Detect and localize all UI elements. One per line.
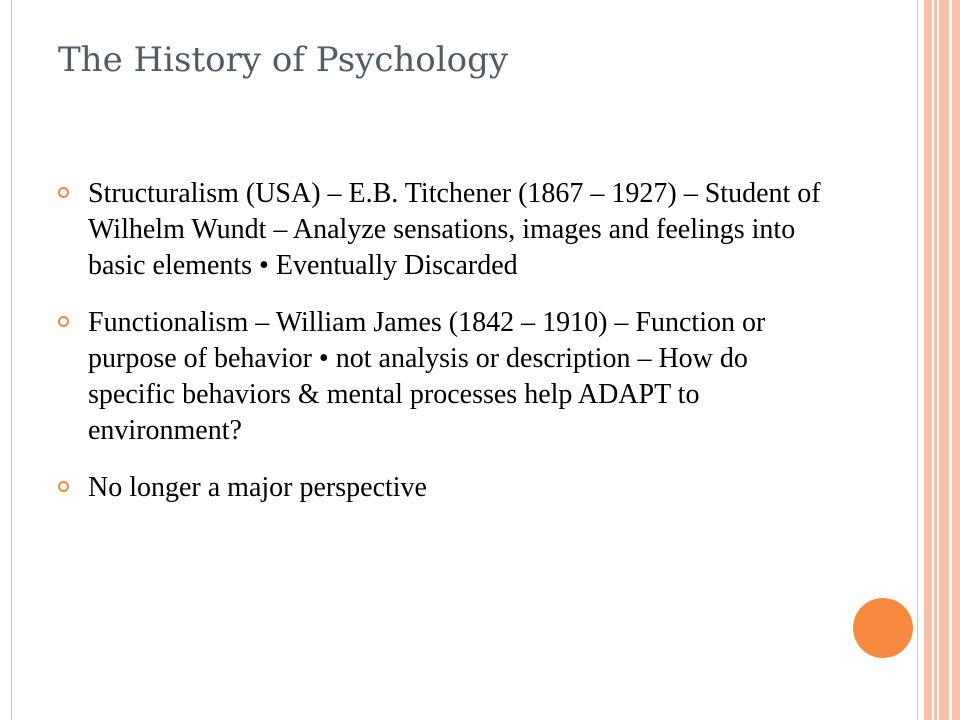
ring-bullet-icon — [58, 187, 69, 198]
bullet-item — [58, 470, 838, 506]
ring-bullet-icon — [58, 316, 69, 327]
decorative-stripes — [924, 0, 960, 720]
bullet-list — [58, 176, 838, 527]
right-frame-line — [917, 0, 918, 720]
bullet-item — [58, 176, 838, 284]
bullet-text: Structuralism (USA) – E.B. Titchener (1867 – 1927) – Student of Wilhelm Wundt – Analyze sensations, images and feelings into basic elements • Eventually Discarded — [88, 178, 821, 281]
bullet-item — [58, 305, 838, 449]
stripe — [952, 0, 960, 720]
left-frame-line — [11, 0, 12, 720]
slide-title: The History of Psychology — [58, 40, 509, 80]
bullet-text: Functionalism – William James (1842 – 1910) – Function or purpose of behavior • not analysis or description – How do specific behaviors & mental processes help ADAPT to environment? — [88, 307, 766, 446]
decorative-circle — [853, 598, 913, 658]
bullet-text: No longer a major perspective — [88, 472, 427, 503]
stripe — [939, 0, 949, 720]
stripe — [934, 0, 937, 720]
stripe — [924, 0, 932, 720]
ring-bullet-icon — [58, 481, 69, 492]
